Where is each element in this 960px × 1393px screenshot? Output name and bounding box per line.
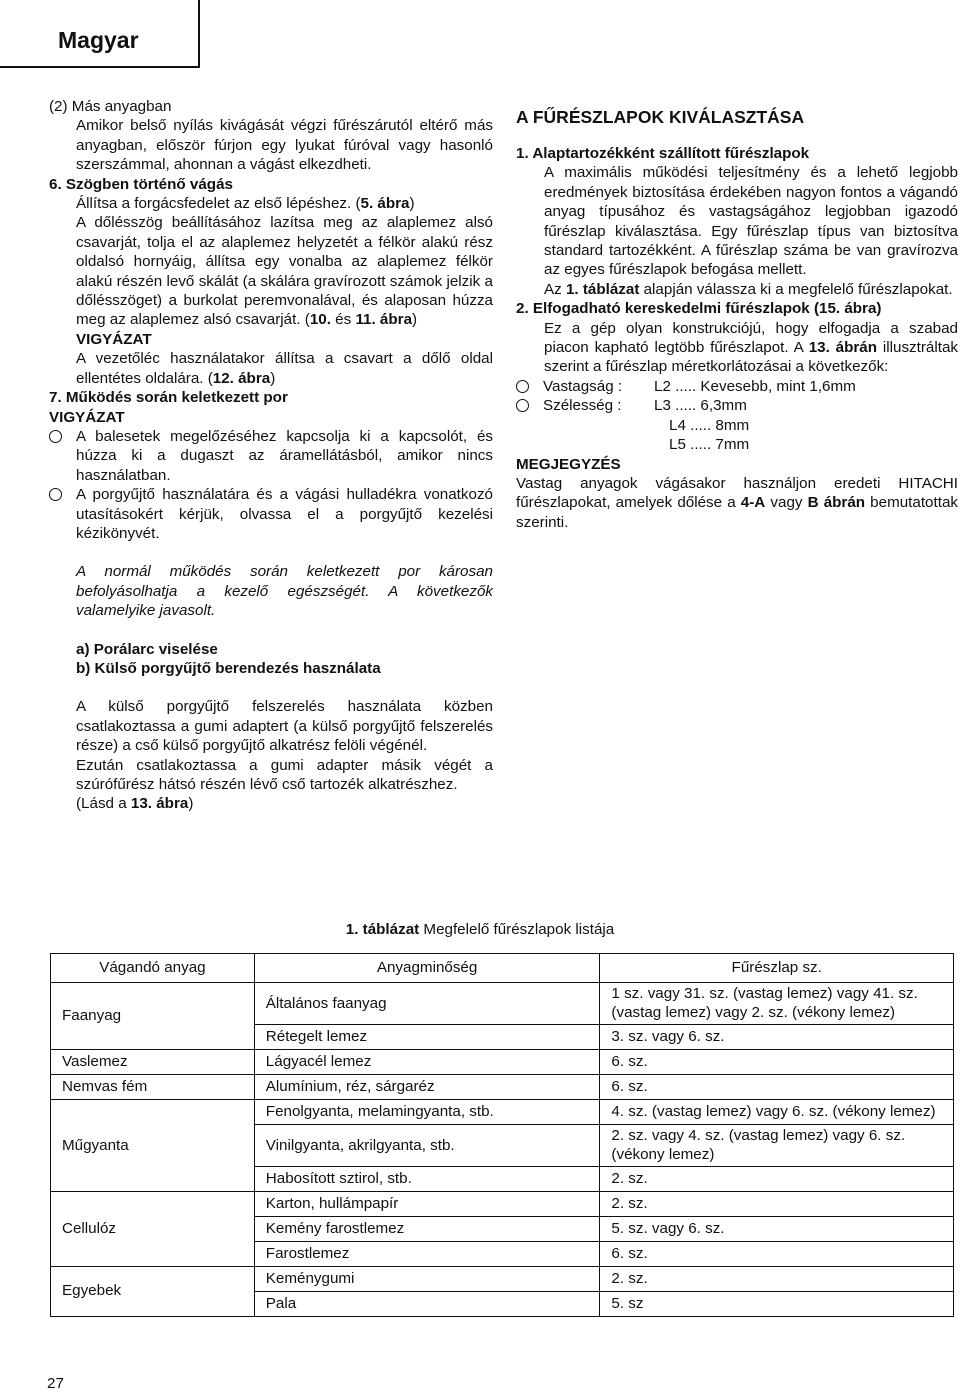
table-cell: Rétegelt lemez xyxy=(254,1024,600,1049)
external-dust-ref: (Lásd a 13. ábra) xyxy=(76,795,194,813)
spec-l4: L4 ..... 8mm xyxy=(669,416,750,434)
table-cell: 4. sz. (vastag lemez) vagy 6. sz. (vékony lemez) xyxy=(600,1099,954,1124)
bullet-item-1: A balesetek megelőzéséhez kapcsolja ki a kapcsolót, és húzza ki a dugaszt az áramellátásból, amikor nincs használatban. xyxy=(49,427,493,485)
circle-bullet-icon xyxy=(516,399,529,412)
table-cell: 6. sz. xyxy=(600,1074,954,1099)
table-cell: Lágyacél lemez xyxy=(254,1049,600,1074)
section6-title: 6. Szögben történő vágás xyxy=(49,175,233,193)
right-column xyxy=(516,106,958,532)
table-cell: Keménygumi xyxy=(254,1266,600,1291)
table-cell: Általános faanyag xyxy=(254,983,600,1025)
table-cell: Vaslemez xyxy=(51,1049,255,1074)
external-dust-text-1: A külső porgyűjtő felszerelés használata közben csatlakoztassa a gumi adaptert (a külső porgyűjtő felszerelés része) a cső külső porgyűjtő alkatrész felöli végénél. xyxy=(76,698,493,755)
section6-text: A dőlésszög beállításához lazítsa meg az alaplemez alsó csavarját, tolja el az alaplemez helyzetét a félkör alakú rész oldalsó hornyáig, állítsa egy vonalba az alaplemez félkör alakú részén levő skálát (a skálára gravírozott számok jelzik a dőlésszöget) a burkolat peremvonalával, és alaposan húzza meg az alaplemez alsó csavarját. (10. és 11. ábra) xyxy=(76,214,493,329)
table-cell: Vinilgyanta, akrilgyanta, stb. xyxy=(254,1124,600,1166)
table-row xyxy=(51,1099,954,1124)
italic-note: A normál működés során keletkezett por károsan befolyásolhatja a kezelő egészségét. A következők valamelyike javasolt. xyxy=(76,563,493,620)
table-row xyxy=(51,1191,954,1216)
bullet-item-2: A porgyűjtő használatára és a vágási hulladékra vonatkozó utasításokért kérjük, olvassa el a porgyűjtő kezelési kézikönyvét. xyxy=(49,485,493,543)
table-cell: Kemény farostlemez xyxy=(254,1216,600,1241)
blade-commercial-text: Ez a gép olyan konstrukciójú, hogy elfogadja a szabad piacon kapható legtöbb fűrészlapot. A 13. ábrán illusztráltak szerint a fűrészlap méretkorlátozásai a következők: xyxy=(544,319,958,376)
section7-title: 7. Működés során keletkezett por xyxy=(49,389,288,407)
language-tab xyxy=(0,0,200,68)
table-row xyxy=(51,1049,954,1074)
table-caption: 1. táblázat Megfelelő fűrészlapok listája xyxy=(345,921,615,938)
blade-standard-title: 1. Alaptartozékként szállított fűrészlapok xyxy=(516,145,810,162)
note-text: Vastag anyagok vágásakor használjon eredeti HITACHI fűrészlapokat, amelyek dőlése a 4-A vagy B ábrán bemutatottak szerinti. xyxy=(516,474,958,531)
spec-thickness: Vastagság : L2 ..... Kevesebb, mint 1,6mm xyxy=(516,377,958,396)
blade-table xyxy=(50,953,954,1317)
table-cell: 5. sz. vagy 6. sz. xyxy=(600,1216,954,1241)
left-column xyxy=(49,97,493,814)
language-label: Magyar xyxy=(58,27,139,53)
table-cell: Fenolgyanta, melamingyanta, stb. xyxy=(254,1099,600,1124)
caution-heading-1: VIGYÁZAT xyxy=(76,330,152,348)
page-number: 27 xyxy=(47,1375,64,1392)
table-cell: Műgyanta xyxy=(51,1099,255,1191)
table-cell: 3. sz. vagy 6. sz. xyxy=(600,1024,954,1049)
circle-bullet-icon xyxy=(49,488,62,501)
table-cell: 1 sz. vagy 31. sz. (vastag lemez) vagy 41. sz. (vastag lemez) vagy 2. sz. (vékony lemez) xyxy=(600,983,954,1025)
table-cell: 6. sz. xyxy=(600,1241,954,1266)
table-cell: 6. sz. xyxy=(600,1049,954,1074)
table-cell: Egyebek xyxy=(51,1266,255,1316)
table-cell: 2. sz. xyxy=(600,1191,954,1216)
table-row xyxy=(51,1074,954,1099)
spec-l5: L5 ..... 7mm xyxy=(669,436,750,454)
table-cell: Alumínium, réz, sárgaréz xyxy=(254,1074,600,1099)
table-cell: 5. sz xyxy=(600,1291,954,1316)
table-header: Anyagminőség xyxy=(254,954,600,983)
note-heading: MEGJEGYZÉS xyxy=(516,455,621,473)
table-cell: 2. sz. vagy 4. sz. (vastag lemez) vagy 6. sz. (vékony lemez) xyxy=(600,1124,954,1166)
caution-heading-2: VIGYÁZAT xyxy=(49,408,125,426)
table-cell: Nemvas fém xyxy=(51,1074,255,1099)
spec-width: Szélesség : L3 ..... 6,3mm xyxy=(516,396,958,415)
table-cell: 2. sz. xyxy=(600,1266,954,1291)
item2-title: (2) Más anyagban xyxy=(49,98,172,115)
table-cell: Cellulóz xyxy=(51,1191,255,1266)
table-row xyxy=(51,983,954,1025)
blade-standard-ref: Az 1. táblázat alapján válassza ki a megfelelő fűrészlapokat. xyxy=(544,280,953,298)
option-a: a) Porálarc viselése xyxy=(76,640,218,658)
blade-commercial-title: 2. Elfogadható kereskedelmi fűrészlapok (15. ábra) xyxy=(516,300,882,318)
blade-selection-title: A FŰRÉSZLAPOK KIVÁLASZTÁSA xyxy=(516,107,805,127)
external-dust-text-2: Ezután csatlakoztassa a gumi adapter másik végét a szúrófűrész hátsó részén lévő cső tartozék alkatrészhez. xyxy=(76,756,493,793)
table-cell: Farostlemez xyxy=(254,1241,600,1266)
table-header: Vágandó anyag xyxy=(51,954,255,983)
table-header-row xyxy=(51,954,954,983)
option-b: b) Külső porgyűjtő berendezés használata xyxy=(76,659,381,677)
caution-text-1: A vezetőléc használatakor állítsa a csavart a dőlő oldal ellentétes oldalára. (12. ábra) xyxy=(76,350,493,387)
table-header: Fűrészlap sz. xyxy=(600,954,954,983)
table-cell: 2. sz. xyxy=(600,1166,954,1191)
table-cell: Karton, hullámpapír xyxy=(254,1191,600,1216)
table-cell: Habosított sztirol, stb. xyxy=(254,1166,600,1191)
circle-bullet-icon xyxy=(49,430,62,443)
item2-text: Amikor belső nyílás kivágását végzi fűrészárutól eltérő más anyagban, először fúrjon egy lyukat fúróval vagy hasonló szerszámmal, ahonnan a vágást elkezdheti. xyxy=(76,117,493,174)
table-cell: Faanyag xyxy=(51,983,255,1050)
circle-bullet-icon xyxy=(516,380,529,393)
section6-line1: Állítsa a forgácsfedelet az első lépéshez. (5. ábra) xyxy=(76,195,415,213)
blade-standard-text: A maximális működési teljesítmény és a lehető legjobb eredmények biztosítása érdekében nagyon fontos a vágandó anyag típusához és vastagságához legjobban igazodó fűrészlap kiválasztása. Egy fűrészlap típus van biztosítva standard tartozékként. A fűrészlap száma be van gravírozva az egyes fűrészlapok befogása mellett. xyxy=(544,164,958,279)
table-row xyxy=(51,1266,954,1291)
table-cell: Pala xyxy=(254,1291,600,1316)
